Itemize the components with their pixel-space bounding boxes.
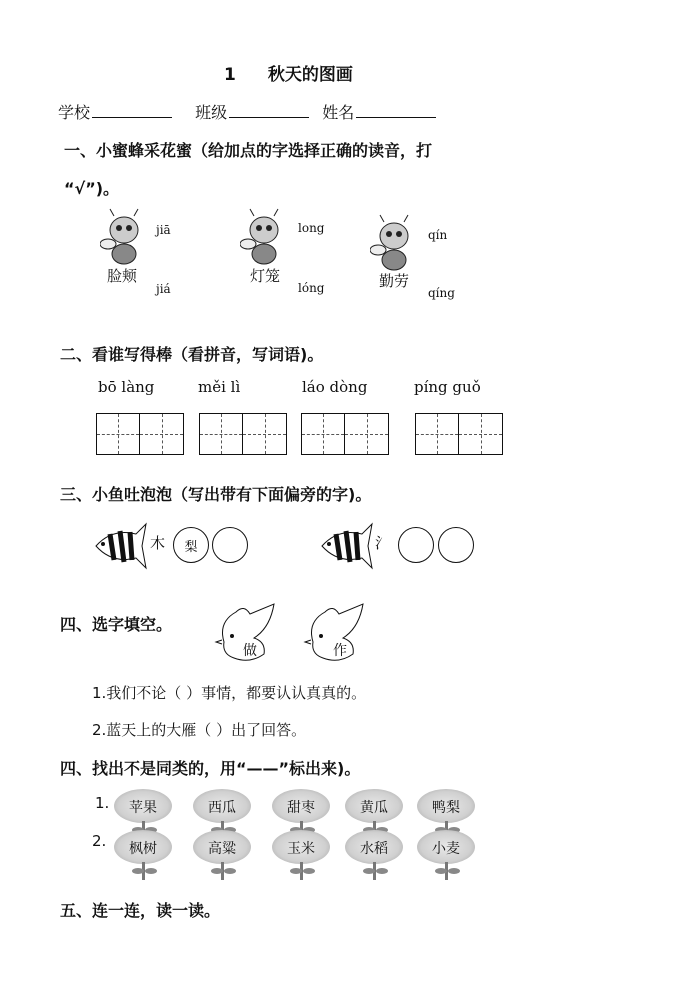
class-label: 班级 <box>195 103 228 122</box>
pinyin-option[interactable]: lóng <box>298 281 325 295</box>
flower-word-label: 高粱 <box>208 841 236 857</box>
bird-char: 做 <box>243 643 257 659</box>
flower-word-label: 水稻 <box>360 841 388 857</box>
word-3: 勤劳 <box>379 272 410 290</box>
student-info <box>58 100 436 123</box>
bee-icon <box>370 214 418 274</box>
section1-heading-2: “√”)。 <box>64 179 120 198</box>
bee-icon <box>100 208 148 268</box>
word-2: 灯笼 <box>250 267 281 285</box>
flower-word[interactable] <box>345 830 405 880</box>
pinyin-option[interactable]: qín <box>428 228 448 242</box>
flower-word-label: 枫树 <box>129 841 157 857</box>
flower-word-label: 西瓜 <box>208 800 236 816</box>
writing-grid[interactable] <box>96 413 184 455</box>
flower-word-label: 黄瓜 <box>360 800 388 816</box>
pinyin-option[interactable]: long <box>298 221 325 235</box>
flower-word[interactable] <box>272 830 332 880</box>
section1-heading: 一、小蜜蜂采花蜜（给加点的字选择正确的读音，打 <box>64 141 433 160</box>
flower-word-label: 苹果 <box>129 800 157 816</box>
section5-heading: 四、找出不是同类的，用“——”标出来)。 <box>60 759 361 778</box>
pinyin-prompt: láo dòng <box>302 378 368 396</box>
school-label: 学校 <box>58 103 91 122</box>
pinyin-option[interactable]: jiā <box>156 223 171 237</box>
section4-heading: 四、选字填空。 <box>60 615 173 634</box>
pinyin-prompt: bō làng <box>98 378 155 396</box>
lesson-number: 1 <box>224 65 236 85</box>
pinyin-prompt: měi lì <box>198 378 241 396</box>
radical-label: 氵 <box>375 534 391 552</box>
bubble[interactable] <box>212 527 248 563</box>
bubble-example: 梨 <box>184 539 198 555</box>
radical-label: 木 <box>150 534 166 552</box>
bird-char: 作 <box>333 643 347 659</box>
writing-grid[interactable] <box>415 413 503 455</box>
pinyin-option[interactable]: qíng <box>428 286 455 300</box>
writing-grid[interactable] <box>199 413 287 455</box>
flower-word[interactable] <box>114 830 174 880</box>
bubble[interactable] <box>173 527 209 563</box>
flower-word-label: 甜枣 <box>287 800 315 816</box>
school-blank <box>92 103 172 118</box>
name-blank <box>356 103 436 118</box>
bubble[interactable] <box>438 527 474 563</box>
flower-word-label: 玉米 <box>287 841 315 857</box>
row-number: 1. <box>95 794 110 812</box>
section2-heading: 二、看谁写得棒（看拼音，写词语)。 <box>60 345 324 364</box>
flower-word-label: 小麦 <box>432 841 460 857</box>
fish-icon <box>92 522 148 570</box>
page-title <box>224 60 353 85</box>
bee-icon <box>240 208 288 268</box>
lesson-title: 秋天的图画 <box>267 65 353 85</box>
flower-word[interactable] <box>417 830 477 880</box>
flower-word[interactable] <box>193 830 253 880</box>
pinyin-option[interactable]: jiá <box>156 282 171 296</box>
row-number: 2. <box>92 832 107 850</box>
sentence-1: 1.我们不论（ ）事情，都要认认真真的。 <box>92 684 367 702</box>
section3-heading: 三、小鱼吐泡泡（写出带有下面偏旁的字)。 <box>60 485 372 504</box>
class-blank <box>229 103 309 118</box>
writing-grid[interactable] <box>301 413 389 455</box>
flower-word-label: 鸭梨 <box>432 800 460 816</box>
pinyin-prompt: píng guǒ <box>414 378 481 396</box>
fish-icon <box>318 522 374 570</box>
word-1: 脸颊 <box>107 267 138 285</box>
sentence-2: 2.蓝天上的大雁（ ）出了回答。 <box>92 721 307 739</box>
bubble[interactable] <box>398 527 434 563</box>
name-label: 姓名 <box>322 103 355 122</box>
section6-heading: 五、连一连，读一读。 <box>60 901 221 920</box>
